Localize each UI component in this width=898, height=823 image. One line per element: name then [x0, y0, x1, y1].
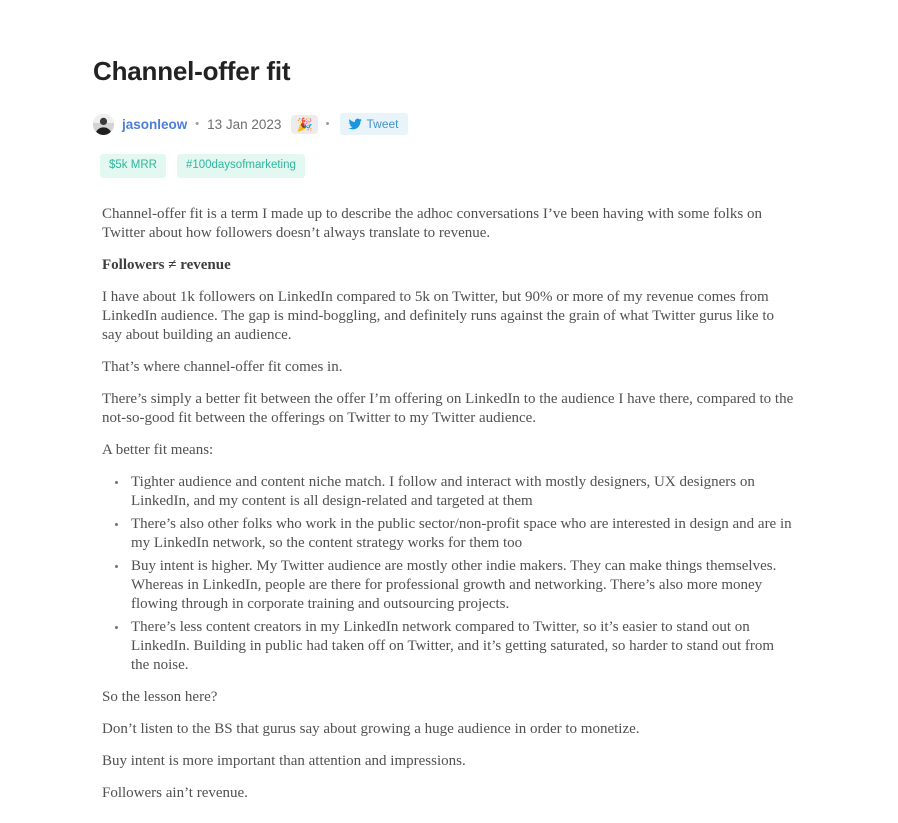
- author-avatar[interactable]: [93, 114, 114, 135]
- article-body: [93, 205, 805, 803]
- tweet-button[interactable]: [340, 113, 408, 135]
- tags-row: [93, 154, 805, 178]
- avatar-image: [93, 114, 114, 135]
- meta-separator-dot: •: [325, 118, 330, 131]
- post-date: 13 Jan 2023: [207, 116, 282, 132]
- paragraph: Don’t listen to the BS that gurus say about growing a huge audience in order to monetize.: [102, 720, 640, 737]
- paragraph: So the lesson here?: [102, 688, 218, 705]
- meta-separator-dot: •: [195, 118, 200, 131]
- paragraph: A better fit means:: [102, 441, 214, 458]
- tag-5k-mrr[interactable]: $5k MRR: [100, 154, 166, 178]
- post-meta: [93, 113, 805, 135]
- paragraph: I have about 1k followers on LinkedIn compared to 5k on Twitter, but 90% or more of my revenue comes from LinkedIn audience. The gap is mind-boggling, and definitely runs against the grain of what Twitter gurus like to say about building an audience.: [102, 288, 774, 343]
- paragraph-bold-heading: Followers ≠ revenue: [102, 256, 231, 273]
- tweet-button-label: Tweet: [366, 117, 399, 132]
- paragraph: There’s simply a better fit between the offer I’m offering on LinkedIn to the audience I have there, compared to the not-so-good fit between the offerings on Twitter to my Twitter audience.: [102, 390, 794, 426]
- paragraph: Channel-offer fit is a term I made up to describe the adhoc conversations I’ve been having with some folks on Twitter about how followers doesn’t always translate to revenue.: [102, 205, 762, 241]
- paragraph: That’s where channel-offer fit comes in.: [102, 358, 343, 375]
- page-title: Channel-offer fit: [93, 56, 291, 86]
- list-item: • Buy intent is higher. My Twitter audience are mostly other indie makers. They can make things themselves. Whereas in LinkedIn, people are there for professional growth and networking. There’s also more money flowing through in corporate training and outsourcing projects.: [128, 557, 796, 614]
- list-item: • There’s less content creators in my LinkedIn network compared to Twitter, so it’s easier to stand out on LinkedIn. Building in public had taken off on Twitter, and it’s getting saturated, so harder to stand out from the noise.: [128, 618, 796, 675]
- tag-100daysofmarketing[interactable]: #100daysofmarketing: [177, 154, 305, 178]
- bullet-list: [102, 473, 796, 675]
- list-item: • Tighter audience and content niche match. I follow and interact with mostly designers, UX designers on LinkedIn, and my content is all design-related and targeted at them: [128, 473, 796, 511]
- paragraph: Buy intent is more important than attention and impressions.: [102, 752, 466, 769]
- list-item: • There’s also other folks who work in the public sector/non-profit space who are interested in design and are in my LinkedIn network, so the content strategy works for them too: [128, 515, 796, 553]
- paragraph: Followers ain’t revenue.: [102, 784, 248, 801]
- twitter-bird-icon: [348, 117, 362, 131]
- author-link[interactable]: jasonleow: [122, 116, 188, 132]
- article-page: [93, 0, 805, 803]
- party-popper-icon: 🎉: [291, 115, 317, 134]
